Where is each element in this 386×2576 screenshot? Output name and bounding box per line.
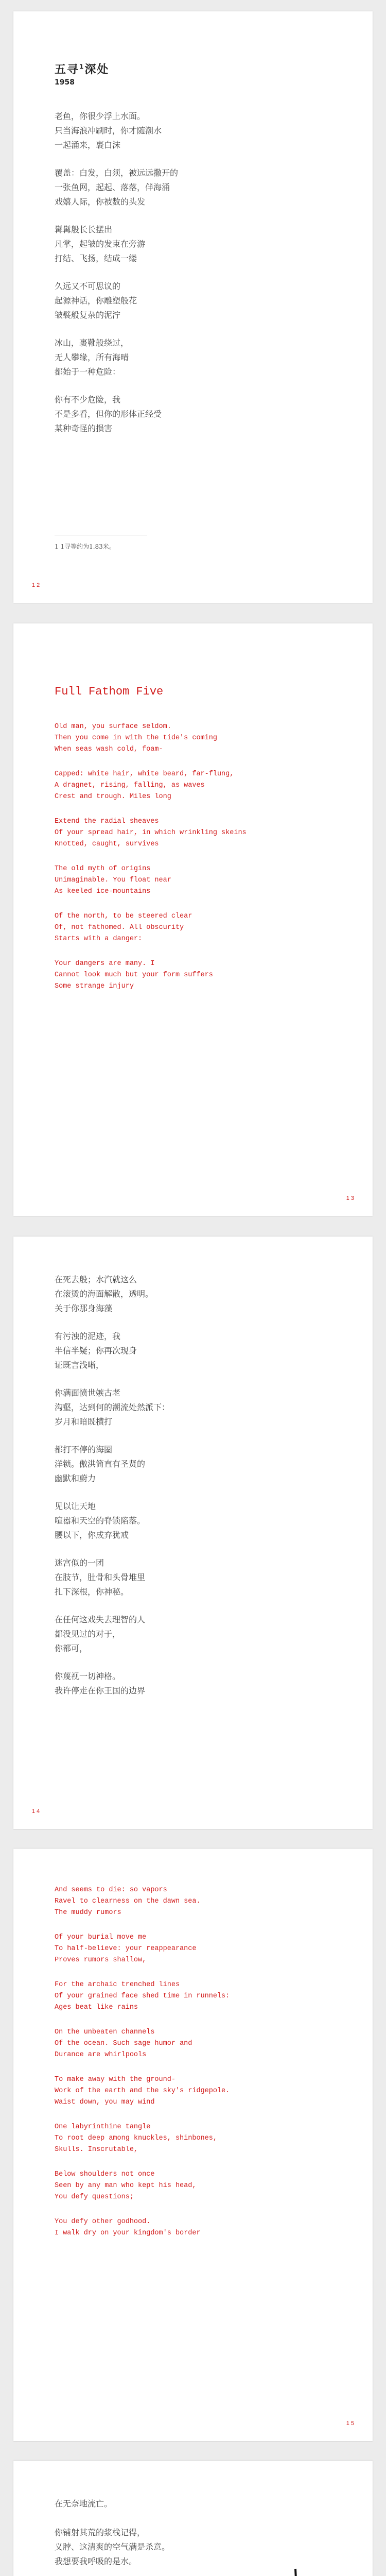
poem-line: Seen by any man who kept his head,: [55, 2182, 197, 2190]
poem-line: Of the ocean. Such sage humor and: [55, 2040, 192, 2047]
poem-line: 不是多看，但你的形体正经受: [55, 409, 162, 419]
poem-line: For the archaic trenched lines: [55, 1981, 180, 1989]
poem-line: Proves rumors shallow,: [55, 1956, 147, 1964]
poem-chinese: [55, 109, 178, 449]
poem-line: Of your burial move me: [55, 1934, 147, 1941]
stanza: [55, 2216, 230, 2239]
poem-line: When seas wash cold, foam-: [55, 745, 163, 753]
poem-line: Work of the earth and the sky's ridgepole.: [55, 2087, 230, 2095]
poem-line: 覆盖：白发，白须，被远远撒开的: [55, 168, 179, 178]
page-number: 1 4: [32, 1808, 40, 1815]
poem-line: Of your grained face shed time in runnels:: [55, 1992, 230, 2000]
poem-line: 在死去般；水汽就这么: [55, 1275, 137, 1284]
poem-line: 岁月和暗既横打: [55, 1417, 113, 1427]
poem-line: 一张鱼网，起起、落落，伴海涌: [55, 182, 170, 192]
poem-line: Of the north, to be steered clear: [55, 912, 192, 920]
poem-line: 都始于一种危险：: [55, 367, 121, 377]
poem-line: 见以让天地: [55, 1501, 96, 1511]
poem-line: Crest and trough. Miles long: [55, 793, 171, 801]
poem-line: Of your spread hair, in which wrinkling skeins: [55, 829, 247, 837]
poem-line: 证既言浅晰，: [55, 1360, 104, 1370]
poem-line: The old myth of origins: [55, 865, 151, 873]
poem-line: The muddy rumors: [55, 1909, 121, 1917]
poem-line: Ages beat like rains: [55, 2004, 138, 2011]
poem-line: 我许停走在你王国的边界: [55, 1686, 146, 1696]
poem-line: 腰以下，你成弃犹戒: [55, 1530, 129, 1540]
poem-line: Unimaginable. You float near: [55, 876, 171, 884]
stanza: [55, 1885, 230, 1919]
stanza: [55, 816, 247, 850]
poem-line: Skulls. Inscrutable,: [55, 2146, 138, 2154]
poem-line: 老鱼，你很少浮上水面。: [55, 111, 146, 121]
stanza: [55, 2027, 230, 2061]
poem-line: Below shoulders not once: [55, 2171, 155, 2178]
poem-title-english: Full Fathom Five: [55, 685, 164, 698]
poem-line: Durance are whirlpools: [55, 2051, 147, 2059]
poem-line: One labyrinthine tangle: [55, 2123, 151, 2131]
poem-line: You defy other godhood.: [55, 2218, 151, 2226]
poem-chinese: [55, 1273, 170, 1711]
poem-line: 你有不少危险，我: [55, 395, 121, 404]
page-4: [13, 1849, 373, 2441]
poem-line: 久远又不可思议的: [55, 281, 121, 291]
stanza: [55, 1329, 170, 1372]
stanza: [55, 1556, 170, 1599]
stanza: [55, 1386, 170, 1429]
poem-year: 1958: [55, 78, 75, 87]
stanza: [55, 2497, 170, 2569]
poem-line: 你都可，: [55, 1643, 88, 1653]
poem-line: Then you come in with the tide's coming: [55, 734, 217, 742]
poem-line: To root deep among knuckles, shinbones,: [55, 2134, 217, 2142]
poem-line: 戏嬉人际，你被数的头发: [55, 197, 146, 207]
stanza: [55, 1443, 170, 1486]
poem-line: To make away with the ground-: [55, 2076, 176, 2083]
poem-line: Capped: white hair, white beard, far-flung,: [55, 770, 234, 778]
poem-line: 在任何这戏失去理智的人: [55, 1615, 146, 1624]
poem-line: 义脖、这清爽的空气满是杀意。: [55, 2542, 170, 2552]
page-number: 1 5: [346, 2420, 354, 2427]
stanza: [55, 769, 247, 803]
poem-line: Your dangers are many. I: [55, 960, 155, 968]
poem-line: 一起涌来，裹白沫: [55, 140, 121, 150]
poem-line: 沟壑，达到何的潮流处然派下：: [55, 1402, 170, 1412]
poem-line: 在无奈地流亡。: [55, 2499, 113, 2509]
poem-line: 凡掌，起皱的发束在旁游: [55, 239, 146, 249]
poem-line: I walk dry on your kingdom's border: [55, 2229, 201, 2237]
poem-line: Extend the radial sheaves: [55, 818, 159, 825]
stanza: [55, 1932, 230, 1966]
poem-english: [55, 721, 247, 1006]
stanza: [55, 1979, 230, 2013]
stanza: [55, 1273, 170, 1316]
poem-line: 你满面愤世嫉古老: [55, 1388, 121, 1398]
poem-line: 在肢节，肚骨和头骨堆里: [55, 1572, 146, 1582]
poem-line: 半信半疑；你再次现身: [55, 1346, 137, 1355]
poem-line: 有污浊的泥迹，我: [55, 1331, 121, 1341]
poem-english: [55, 1885, 230, 2252]
page-number: 1 3: [346, 1195, 354, 1201]
poem-line: 扎下深根，你神秘。: [55, 1587, 129, 1597]
stanza: [55, 336, 178, 379]
stanza: [55, 1613, 170, 1656]
poem-line: 你铺射其荒的浆栈记得，: [55, 2528, 146, 2537]
stanza: [55, 863, 247, 897]
poem-line: 无人攀缘，所有海晴: [55, 352, 129, 362]
poem-line: 皱襞般复杂的泥泞: [55, 310, 121, 320]
page-number: 1 2: [32, 582, 40, 588]
poem-line: To half-believe: your reappearance: [55, 1945, 197, 1953]
poem-line: 打结、飞扬，结成一缕: [55, 253, 137, 263]
poem-line: On the unbeaten channels: [55, 2028, 155, 2036]
poem-line: 都打不停的海圈: [55, 1445, 113, 1454]
poem-line: Old man, you surface seldom.: [55, 723, 171, 731]
poem-line: 某种奇怪的损害: [55, 423, 113, 433]
poem-line: A dragnet, rising, falling, as waves: [55, 782, 205, 789]
stanza: [55, 279, 178, 323]
poem-line: 洋锁。傲洪简直有圣贤的: [55, 1459, 146, 1469]
poem-line: 幽默和蔚力: [55, 1473, 96, 1483]
poem-line: 我想要我呼吸的是水。: [55, 2556, 137, 2566]
stanza: [55, 911, 247, 945]
poem-line: Ravel to clearness on the dawn sea.: [55, 1897, 201, 1905]
page-1: [13, 11, 373, 603]
stanza: [55, 721, 247, 755]
stanza: [55, 109, 178, 152]
poem-line: 在滚烫的海面解散，透明。: [55, 1289, 154, 1299]
poem-line: Cannot look much but your form suffers: [55, 971, 213, 979]
poem-line: Some strange injury: [55, 982, 134, 990]
stanza: [55, 1669, 170, 1698]
poem-line: You defy questions;: [55, 2193, 134, 2201]
page-5: [13, 2461, 373, 2576]
poem-line: 髯髯般长长摆出: [55, 225, 113, 234]
poem-line: 起源神话，你雕塑般花: [55, 296, 137, 306]
page-2: [13, 623, 373, 1216]
poem-line: 喧嚣和天空的脊锁陷落。: [55, 1516, 146, 1526]
stanza: [55, 223, 178, 266]
stanza: [55, 2074, 230, 2108]
stanza: [55, 1499, 170, 1543]
stanza: [55, 166, 178, 209]
poem-line: And seems to die: so vapors: [55, 1886, 167, 1894]
stanza: [55, 393, 178, 436]
stanza: [55, 2169, 230, 2203]
page-title: 五寻$^1$深处: [55, 63, 110, 76]
poem-line: 迷宫似的一团: [55, 1558, 104, 1568]
poem-line: Knotted, caught, survives: [55, 840, 159, 848]
poem-line: Of, not fathomed. All obscurity: [55, 924, 184, 931]
poem-line: Waist down, you may wind: [55, 2098, 155, 2106]
poem-line: 关于你那身海藻: [55, 1303, 113, 1313]
boat-illustration: [141, 2558, 357, 2576]
poem-line: [55, 2511, 170, 2526]
stanza: [55, 958, 247, 992]
stanza: [55, 2122, 230, 2156]
poem-line: 只当海浪冲刷时，你才随潮水: [55, 126, 162, 135]
poem-line: Starts with a danger:: [55, 935, 143, 943]
poem-line: 你蔑视一切神格。: [55, 1671, 121, 1681]
page-3: [13, 1236, 373, 1829]
poem-line: 冰山，裹靴般绕过，: [55, 338, 129, 348]
footnote: 1 1寻等约为1.83米。: [55, 543, 115, 550]
poem-line: 都没见过的对于，: [55, 1629, 121, 1639]
poem-line: As keeled ice-mountains: [55, 888, 151, 895]
